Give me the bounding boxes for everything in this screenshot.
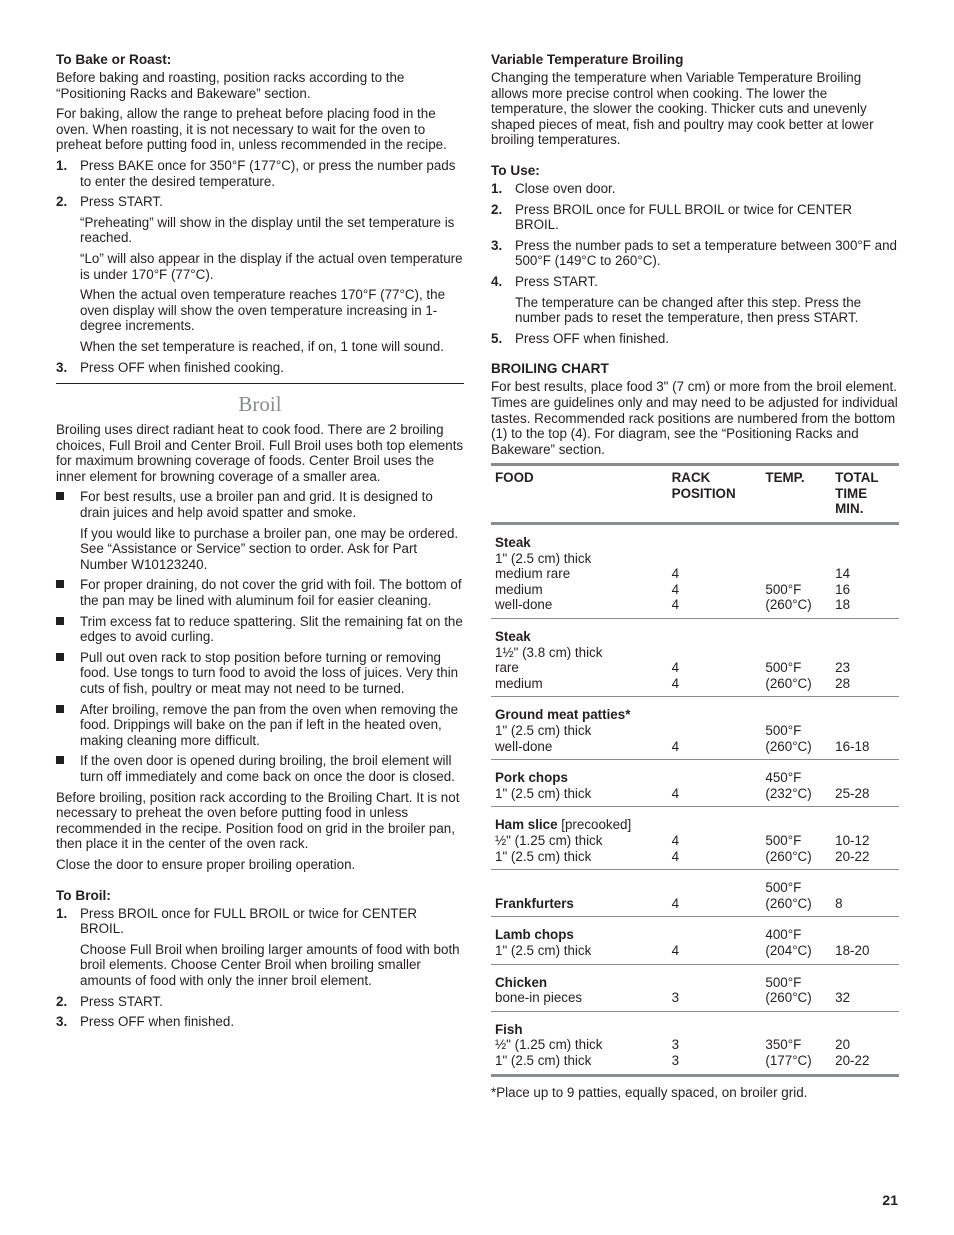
table-row (491, 870, 899, 917)
temp-value: 450°F (765, 770, 802, 786)
food-detail: 1" (2.5 cm) thick (495, 848, 592, 864)
step-number: 3. (56, 1014, 68, 1030)
temp-value: 500°F (765, 832, 802, 848)
food-detail: 1½" (3.8 cm) thick (495, 644, 603, 660)
time-value: 28 (835, 675, 851, 691)
food-cell (491, 964, 668, 1011)
food-detail: 1" (2.5 cm) thick (495, 1052, 592, 1068)
page-number: 21 (882, 1192, 898, 1208)
food-name-line (495, 770, 664, 786)
step-item (491, 202, 899, 233)
temp-value: (232°C) (765, 785, 812, 801)
time-value: 18 (835, 597, 851, 613)
food-name: Pork chops (495, 770, 568, 786)
rack-value: 4 (671, 581, 680, 597)
time-value: 14 (835, 566, 851, 582)
rack-cell (668, 760, 762, 807)
square-bullet-icon (56, 580, 64, 588)
temp-value: (204°C) (765, 942, 812, 958)
food-detail: 1" (2.5 cm) thick (495, 785, 592, 801)
temp-value: (260°C) (765, 990, 812, 1006)
item-note: When the actual oven temperature reaches 170°F (77°C), the oven display will show the oven temperature increasing in 1-degree increments. (80, 287, 446, 334)
rack-value: 4 (671, 895, 680, 911)
temp-value: (260°C) (765, 597, 812, 613)
rack-value: 4 (671, 785, 680, 801)
food-name-extra: [precooked] (557, 817, 632, 833)
rack-value: 4 (671, 832, 680, 848)
time-cell (831, 964, 899, 1011)
time-value: 8 (835, 895, 843, 911)
temp-cell (761, 760, 831, 807)
food-cell (491, 524, 668, 619)
header-food: FOOD (495, 470, 534, 486)
food-name-line (495, 975, 664, 991)
chart-footnote: *Place up to 9 patties, equally spaced, on broiler grid. (491, 1084, 808, 1100)
food-name: Fish (495, 1021, 523, 1037)
table-row (491, 760, 899, 807)
temp-value: 500°F (765, 880, 802, 896)
food-cell (491, 807, 668, 870)
rack-cell (668, 917, 762, 964)
time-value: 20 (835, 1037, 851, 1053)
table-row (491, 917, 899, 964)
square-bullet-icon (56, 653, 64, 661)
step-item (491, 238, 899, 269)
step-number: 5. (491, 330, 503, 346)
item-text: Trim excess fat to reduce spattering. Slit the remaining fat on the edges to avoid curling. (80, 613, 463, 645)
bullet-item (56, 577, 464, 608)
step-item (491, 331, 899, 347)
food-detail: 1" (2.5 cm) thick (495, 942, 592, 958)
food-detail: rare (495, 660, 519, 676)
temp-value: 500°F (765, 660, 802, 676)
table-header-row (491, 465, 899, 524)
step-number: 1. (56, 905, 68, 921)
food-name-line (495, 629, 664, 645)
temp-value: (260°C) (765, 895, 812, 911)
item-text: After broiling, remove the pan from the oven when removing the food. Drippings will bake on the pan if left in the heated oven, making cleaning more difficult. (80, 701, 459, 748)
item-text: If the oven door is opened during broiling, the broil element will turn off immediately and come back on once the door is closed. (80, 753, 455, 784)
temp-value: 400°F (765, 927, 802, 943)
temp-value: (177°C) (765, 1052, 812, 1068)
time-cell (831, 870, 899, 917)
rack-cell (668, 697, 762, 760)
time-value: 16-18 (835, 738, 870, 754)
step-item (56, 158, 464, 189)
temp-value: (260°C) (765, 848, 812, 864)
temp-value: 500°F (765, 974, 802, 990)
rack-value: 3 (671, 1037, 680, 1053)
item-text: For best results, use a broiler pan and grid. It is designed to drain juices and help avoid spatter and smoke. (80, 489, 433, 521)
item-note: When the set temperature is reached, if on, 1 tone will sound. (80, 338, 444, 354)
broiling-chart-heading: BROILING CHART (491, 361, 609, 377)
time-value: 16 (835, 581, 851, 597)
temp-cell (761, 870, 831, 917)
time-value: 18-20 (835, 942, 870, 958)
temp-cell (761, 964, 831, 1011)
table-row (491, 697, 899, 760)
step-number: 1. (56, 157, 68, 173)
bake-paragraph-1: Before baking and roasting, position racks according to the “Positioning Racks and Bakeware” section. (56, 70, 405, 101)
rack-cell (668, 807, 762, 870)
item-text: Press START. (80, 194, 163, 210)
time-cell (831, 697, 899, 760)
step-item (56, 194, 464, 354)
item-text: For proper draining, do not cover the grid with foil. The bottom of the pan may be lined with aluminum foil for easier cleaning. (80, 577, 462, 609)
food-name: Chicken (495, 974, 548, 990)
table-row (491, 807, 899, 870)
bullet-item (56, 753, 464, 784)
rack-value: 4 (671, 597, 680, 613)
step-number: 3. (491, 237, 503, 253)
time-value: 25-28 (835, 785, 870, 801)
food-detail: medium rare (495, 566, 571, 582)
header-rack-position (668, 465, 762, 524)
to-use-heading: To Use: (491, 162, 540, 178)
item-note: “Preheating” will show in the display until the set temperature is reached. (80, 214, 455, 246)
item-text: Press BAKE once for 350°F (177°C), or press the number pads to enter the desired temperature. (80, 157, 456, 189)
to-broil-heading: To Broil: (56, 887, 111, 903)
step-item (491, 274, 899, 326)
rack-value: 4 (671, 566, 680, 582)
step-item (56, 1014, 464, 1030)
temp-cell (761, 619, 831, 697)
rack-cell (668, 1011, 762, 1075)
rack-cell (668, 870, 762, 917)
time-cell (831, 1011, 899, 1075)
table-row (491, 524, 899, 619)
square-bullet-icon (56, 756, 64, 764)
time-cell (831, 524, 899, 619)
bake-heading: To Bake or Roast: (56, 52, 172, 67)
rack-value: 4 (671, 660, 680, 676)
step-item (56, 906, 464, 989)
food-cell (491, 917, 668, 964)
time-cell (831, 619, 899, 697)
bake-steps-list (56, 158, 464, 375)
step-number: 1. (491, 180, 503, 196)
food-name-line (495, 817, 664, 833)
section-divider (56, 383, 464, 384)
item-text: Press START. (80, 993, 163, 1009)
rack-value: 3 (671, 1052, 680, 1068)
food-name-line (495, 896, 664, 912)
temp-value: (260°C) (765, 738, 812, 754)
temp-value: 500°F (765, 581, 802, 597)
food-cell (491, 619, 668, 697)
food-detail: medium (495, 581, 543, 597)
food-detail: 1" (2.5 cm) thick (495, 723, 592, 738)
food-detail: well-done (495, 738, 553, 754)
food-name: Ham slice (495, 817, 558, 833)
temp-cell (761, 1011, 831, 1075)
food-detail: well-done (495, 597, 553, 613)
rack-value: 4 (671, 848, 680, 864)
food-name: Steak (495, 629, 531, 645)
item-text: Press BROIL once for FULL BROIL or twice for CENTER BROIL. (80, 905, 418, 937)
food-detail: bone-in pieces (495, 990, 583, 1006)
broil-title: Broil (238, 392, 282, 417)
item-text: Press BROIL once for FULL BROIL or twice for CENTER BROIL. (515, 201, 853, 233)
time-value: 10-12 (835, 832, 870, 848)
food-name: Lamb chops (495, 927, 574, 943)
vtb-paragraph: Changing the temperature when Variable Temperature Broiling allows more precise control when cooking. The lower the temperature, the slower the cooking. Thicker cuts and unevenly shaped pieces of meat, fish and poultry may cook better at lower broiling temperatures. (491, 70, 874, 148)
food-detail: medium (495, 675, 543, 691)
square-bullet-icon (56, 705, 64, 713)
step-number: 2. (491, 201, 503, 217)
temp-value: (260°C) (765, 675, 812, 691)
food-name-line (495, 535, 664, 551)
food-cell (491, 870, 668, 917)
food-cell (491, 1011, 668, 1075)
food-name-line (495, 1022, 664, 1038)
food-detail: ½" (1.25 cm) thick (495, 832, 603, 848)
food-cell (491, 760, 668, 807)
rack-value: 4 (671, 942, 680, 958)
time-value: 32 (835, 990, 851, 1006)
step-number: 2. (56, 194, 68, 210)
item-note: “Lo” will also appear in the display if the actual oven temperature is under 170°F (77°C). (80, 250, 463, 282)
rack-cell (668, 524, 762, 619)
time-cell (831, 917, 899, 964)
time-value: 20-22 (835, 1052, 870, 1068)
item-note: The temperature can be changed after this step. Press the number pads to reset the temperature, then press START. (515, 294, 862, 326)
square-bullet-icon (56, 492, 64, 500)
vtb-heading: Variable Temperature Broiling (491, 52, 684, 67)
broiling-chart-intro: For best results, place food 3" (7 cm) or more from the broil element. Times are guidelines only and may need to be adjusted for individual tastes. Recommended rack positions are numbered from the bottom (1) to the top (4). For diagram, see the “Positioning Racks and Bakeware” section. (491, 379, 898, 457)
step-number: 2. (56, 993, 68, 1009)
to-broil-steps-list (56, 906, 464, 1030)
header-total-time (831, 465, 899, 524)
time-value: 23 (835, 660, 851, 676)
rack-cell (668, 619, 762, 697)
item-text: Close oven door. (515, 180, 616, 196)
temp-cell (761, 697, 831, 760)
rack-cell (668, 964, 762, 1011)
temp-cell (761, 807, 831, 870)
bake-paragraph-2: For baking, allow the range to preheat before placing food in the oven. When roasting, it is not necessary to wait for the oven to preheat before putting food in, unless recommended in the recipe. (56, 106, 447, 153)
step-item (491, 181, 899, 197)
bullet-item (56, 489, 464, 572)
step-item (56, 994, 464, 1010)
bullet-item (56, 702, 464, 749)
temp-value: 500°F (765, 723, 802, 738)
table-row (491, 619, 899, 697)
to-use-steps-list (491, 181, 899, 346)
step-number: 4. (491, 273, 503, 289)
header-total-time-text: TOTAL TIME MIN. (835, 470, 879, 517)
temp-cell (761, 524, 831, 619)
square-bullet-icon (56, 617, 64, 625)
header-rack-position-text: RACK POSITION (671, 470, 736, 501)
food-name: Frankfurters (495, 895, 574, 911)
food-name-line (495, 927, 664, 943)
broil-paragraph-3: Close the door to ensure proper broiling operation. (56, 856, 356, 872)
broiling-chart-table (491, 463, 899, 1076)
temp-value: 350°F (765, 1037, 802, 1053)
rack-value: 4 (671, 738, 680, 754)
food-name-line (495, 707, 664, 723)
food-detail: 1" (2.5 cm) thick (495, 550, 592, 566)
broil-paragraph-2: Before broiling, position rack according to the Broiling Chart. It is not necessary to preheat the oven before putting food in unless recommended in the recipe. Position food on grid in the broiler pan, then place it in the center of the oven rack. (56, 789, 460, 852)
item-text: Pull out oven rack to stop position before turning or removing food. Use tongs to turn food to avoid the loss of juices. Very thin cuts of fish, poultry or meat may not need to be turned. (80, 649, 459, 696)
food-detail: ½" (1.25 cm) thick (495, 1037, 603, 1053)
rack-value: 4 (671, 675, 680, 691)
food-name: Ground meat patties* (495, 707, 631, 723)
time-cell (831, 760, 899, 807)
item-note: If you would like to purchase a broiler pan, one may be ordered. See “Assistance or Service” section to order. Ask for Part Number W10123240. (80, 525, 459, 572)
bullet-item (56, 650, 464, 697)
step-number: 3. (56, 359, 68, 375)
time-value: 20-22 (835, 848, 870, 864)
broil-bullet-list (56, 489, 464, 784)
item-note: Choose Full Broil when broiling larger amounts of food with both broil elements. Choose Center Broil when broiling smaller amounts of food with only the inner broil element. (80, 941, 460, 988)
item-text: Press OFF when finished cooking. (80, 359, 284, 375)
time-cell (831, 807, 899, 870)
table-row (491, 964, 899, 1011)
table-row (491, 1011, 899, 1075)
item-text: Press OFF when finished. (80, 1014, 235, 1030)
temp-cell (761, 917, 831, 964)
bullet-item (56, 614, 464, 645)
rack-value: 3 (671, 990, 680, 1006)
left-column (56, 52, 464, 1035)
item-text: Press START. (515, 273, 598, 289)
right-column (491, 52, 899, 1105)
broil-intro: Broiling uses direct radiant heat to cook food. There are 2 broiling choices, Full Broil and Center Broil. Full Broil uses both top elements for maximum browning coverage of foods. Center Broil uses the inner element for browning coverage of a smaller area. (56, 422, 464, 484)
food-cell (491, 697, 668, 760)
header-temp: TEMP. (765, 470, 805, 486)
step-item (56, 360, 464, 376)
item-text: Press OFF when finished. (515, 330, 670, 346)
item-text: Press the number pads to set a temperature between 300°F and 500°F (149°C to 260°C). (515, 237, 898, 269)
food-name: Steak (495, 535, 531, 551)
